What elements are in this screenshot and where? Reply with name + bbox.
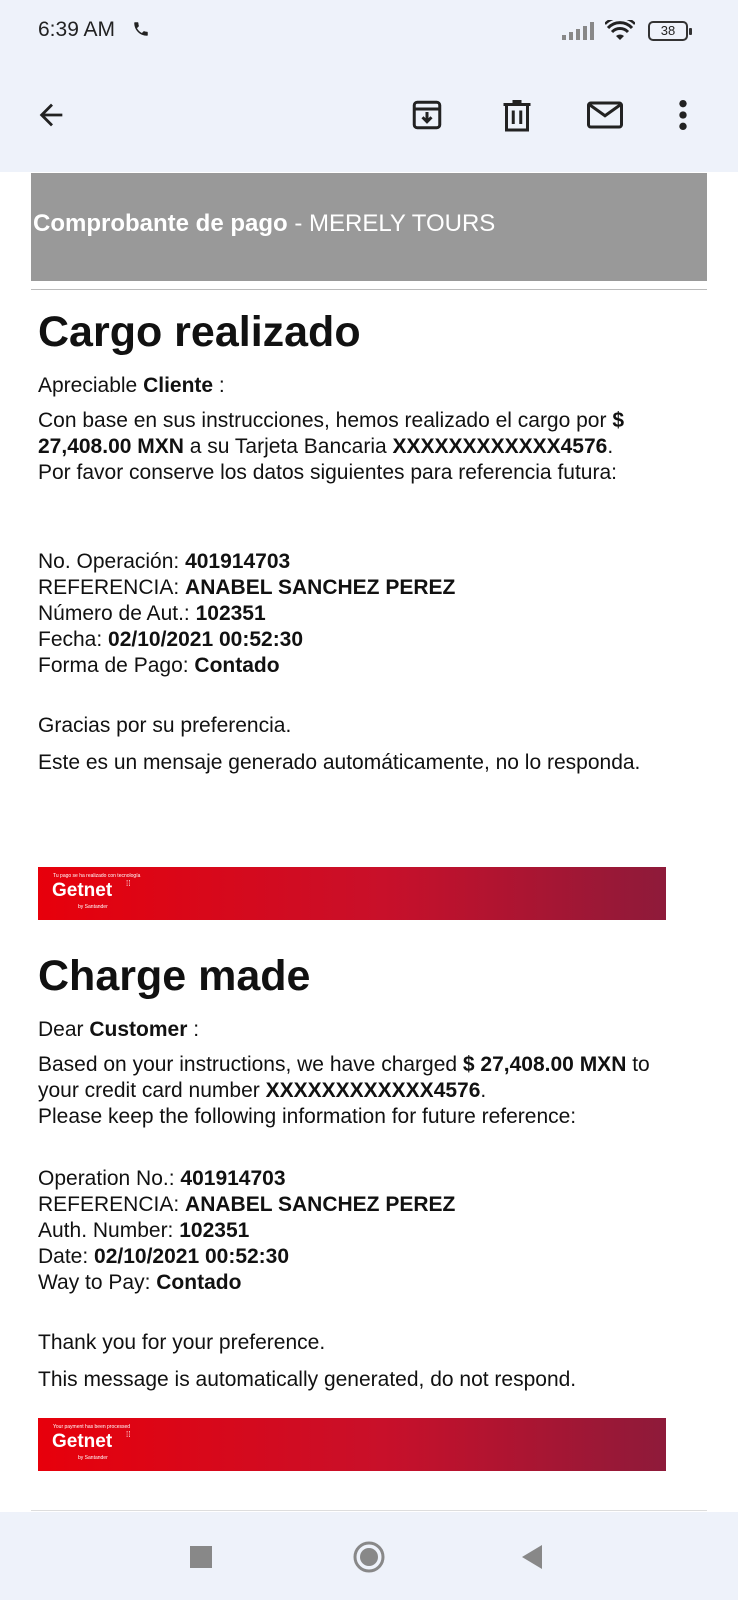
detail-row: REFERENCIA: ANABEL SANCHEZ PEREZ	[38, 576, 456, 599]
getnet-dots-icon: ⁞⁞	[126, 1430, 131, 1439]
email-toolbar	[0, 62, 738, 172]
receipt-banner	[31, 173, 707, 281]
getnet-caption: Your payment has been processed	[53, 1424, 131, 1430]
detail-row: Way to Pay: Contado	[38, 1271, 242, 1294]
wifi-icon	[605, 20, 635, 47]
detail-row: Date: 02/10/2021 00:52:30	[38, 1245, 290, 1268]
getnet-logo: Getnet	[52, 880, 113, 901]
recents-square-icon[interactable]	[190, 1546, 212, 1573]
clock-time: 6:39 AM	[38, 18, 116, 41]
title-es: Cargo realizado	[38, 308, 361, 356]
more-vert-icon[interactable]	[662, 94, 704, 136]
auto-msg-en: This message is automatically generated, do not respond.	[38, 1368, 577, 1391]
navigation-bar	[0, 1512, 738, 1600]
mark-unread-icon[interactable]	[584, 94, 626, 136]
detail-row: REFERENCIA: ANABEL SANCHEZ PEREZ	[38, 1193, 456, 1216]
detail-row: Forma de Pago: Contado	[38, 654, 280, 677]
detail-row: Auth. Number: 102351	[38, 1219, 250, 1242]
getnet-caption: Tu pago se ha realizado con tecnología	[53, 873, 141, 879]
card-number: XXXXXXXXXXXX4576	[265, 1079, 481, 1102]
keep-note: Please keep the following information for future reference:	[38, 1105, 577, 1128]
title-en: Charge made	[38, 952, 311, 1000]
detail-row: No. Operación: 401914703	[38, 550, 291, 573]
getnet-banner	[38, 1418, 666, 1471]
amount: $ 27,408.00 MXN	[462, 1053, 627, 1076]
getnet-by: by Santander	[78, 1455, 108, 1461]
thanks-es: Gracias por su preferencia.	[38, 714, 292, 737]
card-number: XXXXXXXXXXXX4576	[392, 435, 608, 458]
greeting-es: Apreciable Cliente :	[38, 374, 225, 397]
status-bar	[0, 0, 738, 62]
body-en: Based on your instructions, we have charged $ 27,408.00 MXN to your credit card number XXXXXXXXXXXX4576. Please keep the following information for future reference:	[38, 1053, 650, 1128]
getnet-by: by Santander	[78, 904, 108, 910]
signal-icon	[562, 22, 596, 45]
getnet-dots-icon: ⁞⁞	[126, 879, 131, 888]
divider	[31, 289, 707, 290]
auto-msg-es: Este es un mensaje generado automáticamente, no lo responda.	[38, 751, 641, 774]
detail-row: Fecha: 02/10/2021 00:52:30	[38, 628, 304, 651]
delete-icon[interactable]	[496, 94, 538, 136]
email-body	[0, 172, 738, 1512]
home-circle-icon[interactable]	[352, 1540, 386, 1579]
back-triangle-icon[interactable]	[520, 1544, 544, 1575]
getnet-logo: Getnet	[52, 1431, 113, 1452]
details-en	[38, 1166, 678, 1296]
getnet-banner	[38, 867, 666, 920]
greeting-en: Dear Customer :	[38, 1018, 200, 1041]
divider	[31, 1510, 707, 1511]
details-es	[38, 549, 678, 679]
banner-merchant: - MERELY TOURS	[287, 210, 496, 237]
body-es: Con base en sus instrucciones, hemos realizado el cargo por $ 27,408.00 MXN a su Tarjeta Bancaria XXXXXXXXXXXX4576. Por favor conserve los datos siguientes para referencia futura:	[38, 409, 624, 484]
thanks-en: Thank you for your preference.	[38, 1331, 326, 1354]
back-arrow-icon[interactable]	[30, 94, 72, 136]
phone-icon	[132, 20, 150, 43]
archive-icon[interactable]	[406, 94, 448, 136]
amount: $ 27,408.00 MXN	[38, 409, 624, 458]
banner-title: Comprobante de pago	[33, 210, 288, 237]
detail-row: Número de Aut.: 102351	[38, 602, 266, 625]
keep-note: Por favor conserve los datos siguientes para referencia futura:	[38, 461, 617, 484]
battery-icon: 38	[648, 21, 688, 41]
detail-row: Operation No.: 401914703	[38, 1167, 286, 1190]
